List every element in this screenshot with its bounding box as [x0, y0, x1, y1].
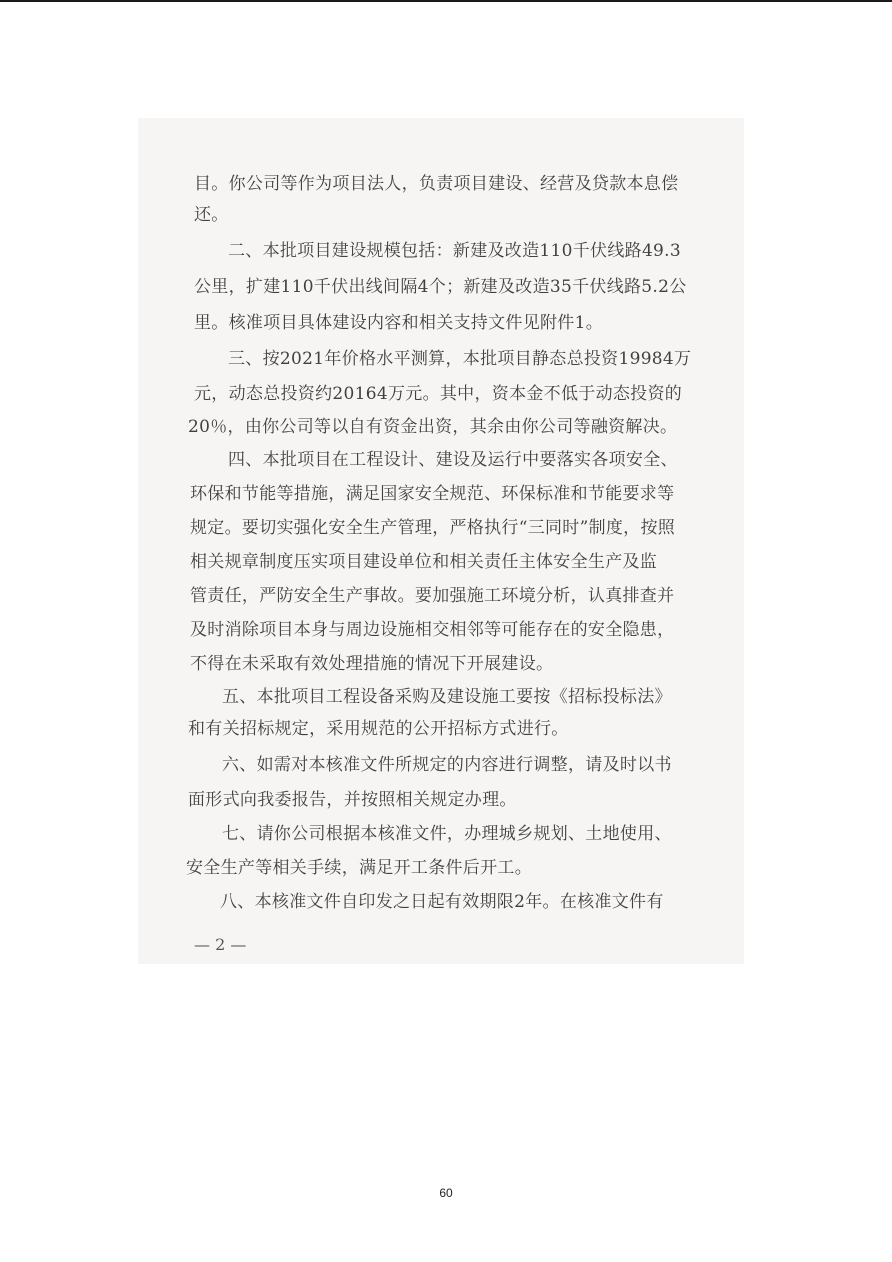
text-line: 环保和节能等措施，满足国家安全规范、环保标准和节能要求等 [190, 484, 675, 504]
text-line: 元，动态总投资约20164万元。其中，资本金不低于动态投资的 [194, 384, 683, 404]
text-line: 面形式向我委报告，并按照相关规定办理。 [188, 790, 517, 810]
text-line: 三、按2021年价格水平测算，本批项目静态总投资19984万 [228, 349, 692, 369]
text-line: 及时消除项目本身与周边设施相交相邻等可能存在的安全隐患， [190, 620, 675, 640]
inner-page-marker: — 2 — [194, 935, 247, 954]
text-line: 八、本核准文件自印发之日起有效期限2年。在核准文件有 [220, 892, 664, 912]
text-line: 四、本批项目在工程设计、建设及运行中要落实各项安全、 [228, 450, 678, 470]
text-line: 七、请你公司根据本核准文件，办理城乡规划、土地使用、 [222, 824, 672, 844]
text-line: 五、本批项目工程设备采购及建设施工要按《招标投标法》 [222, 687, 672, 707]
text-line: 规定。要切实强化安全生产管理，严格执行“三同时”制度，按照 [190, 518, 676, 538]
top-border-line [0, 0, 892, 2]
text-line: 目。你公司等作为项目法人，负责项目建设、经营及贷款本息偿 [194, 174, 679, 194]
page-number: 60 [439, 1186, 453, 1200]
text-line: 里。核准项目具体建设内容和相关支持文件见附件1。 [194, 313, 604, 333]
text-line: 管责任，严防安全生产事故。要加强施工环境分析，认真排查并 [190, 586, 675, 606]
text-line: 还。 [194, 205, 229, 225]
text-line: 安全生产等相关手续，满足开工条件后开工。 [186, 858, 532, 878]
text-line: 公里，扩建110千伏出线间隔4个；新建及改造35千伏线路5.2公 [194, 277, 687, 297]
text-line: 不得在未采取有效处理措施的情况下开展建设。 [190, 654, 554, 674]
text-line: 六、如需对本核准文件所规定的内容进行调整，请及时以书 [222, 755, 672, 775]
text-line: 和有关招标规定，采用规范的公开招标方式进行。 [188, 719, 569, 739]
text-line: 20％，由你公司等以自有资金出资，其余由你公司等融资解决。 [188, 417, 678, 437]
text-line: 相关规章制度压实项目建设单位和相关责任主体安全生产及监 [190, 552, 658, 572]
text-line: 二、本批项目建设规模包括：新建及改造110千伏线路49.3 [228, 241, 681, 261]
